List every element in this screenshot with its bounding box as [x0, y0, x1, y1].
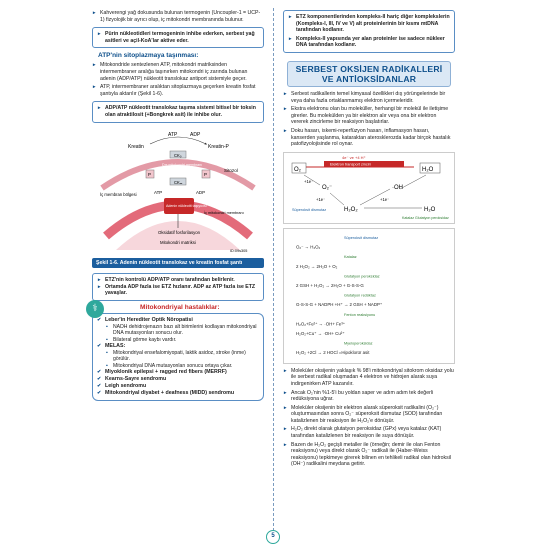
- column-divider: [273, 8, 274, 536]
- right-bullet: ► Serbest radikallerin temel kimyasal özellikleri dış yörüngelerinde bir veya daha fazla ortaklanmamış elektron içermeleridir.: [283, 91, 455, 104]
- ros-pathway-diagram: [284, 153, 454, 223]
- right-bullet: ► Ancak O₂'nin %1-5'i bu yoldan saper ve adım adım tek değerli redüksiyona uğrar.: [283, 390, 455, 403]
- label-adp-bottom: ADP: [196, 189, 206, 195]
- reaction-enzyme-label: Fenton reaksiyonu: [344, 312, 376, 317]
- reaction-equation: O₂⁻ → H₂O₂: [296, 244, 321, 250]
- figure-caption: Şekil 1-6. Adenin nükleotit translokaz ve kreatin fosfat şantı: [92, 258, 264, 268]
- fig2-top: 4e⁻ ve +4 H⁺: [342, 154, 366, 160]
- reaction-equation: 2 GSH + H₂O₂ → 2H₂O + G-S-S-G: [296, 282, 364, 288]
- fig2-etz: Elektron transport zinciri: [330, 162, 371, 167]
- left-bullet: ► ATP, intermembraner aralıktan sitoplazmaya geçerken kreatin fosfat şantıyla aktarılır (Şekil 1-6).: [92, 84, 264, 97]
- label-sitozol: Sitozol: [224, 167, 238, 173]
- reaction-equation: 2 H₂O₂ → 2H₂O + O₂: [296, 263, 338, 269]
- fig2-e1: +1e⁻: [304, 178, 314, 184]
- left-bullet: ► Kahverengi yağ dokusunda bulunan termogenin (Uncoupler-1 = UCP-1) fizyolojik bir ayrıcı olup, iç mitokondri membranında bulunur.: [92, 10, 264, 23]
- reaction-enzyme-label: Glutatyon peroksidaz: [344, 274, 380, 279]
- ros-reactions-diagram: [284, 229, 454, 363]
- reaction-enzyme-label: Süperoksit dismutaz: [344, 235, 379, 240]
- mito-diseases-title: Mitokondriyal hastalıklar:: [140, 303, 220, 311]
- mito-disease-item: ✔ MELAS:: [97, 343, 259, 350]
- inhibition-box-2: [92, 101, 264, 122]
- mito-disease-detail: ▪ Bilateral görme kaybı vardır.: [97, 337, 259, 344]
- label-ck-top: CKₒ: [174, 152, 182, 158]
- right-bullets-2: [283, 368, 455, 468]
- label-atp-bottom: ATP: [154, 189, 163, 195]
- box-bullet: ► ADP/ATP nükleotit translokaz taşıma sistemi bitisel bir toksin olan atraktilosit (+Bongkrek asit) ile inhibe olur.: [97, 105, 259, 118]
- right-column: [283, 10, 455, 468]
- label-figure-id: ID:09s305: [230, 248, 248, 253]
- fig2-sod: Süperoksit dismutaz: [292, 207, 327, 212]
- label-dis-membran: Dış mitokondri membranı: [162, 162, 203, 167]
- fig2-h2o2: H₂O₂: [344, 206, 358, 213]
- box-bullet: ► Kompleks-II yapısında yer alan proteinler ise sadece nükleer DNA tarafından kodlanır.: [288, 36, 450, 49]
- ros-pathway-figure: [283, 152, 455, 224]
- reaction-equation: H₂O₂+Cu⁺ → ·OH+ Cu²⁺: [296, 330, 345, 336]
- ros-reactions-figure: [283, 228, 455, 364]
- fig2-h2o-r: H₂O: [424, 206, 436, 213]
- fig2-o2rad: O₂⁻: [322, 184, 333, 191]
- label-adenin: Adenin nükleotit taşıyıcısı: [166, 203, 207, 208]
- label-ic-mito: İç mitokondri membranı: [204, 210, 244, 215]
- reaction-equation: G-S-S-G + NADPH +H⁺ → 2 GSH + NADP⁺: [296, 301, 383, 307]
- right-bullet: ► Bazen de H₂O₂ geçişli metaller ile (örneğin; demir ile olan Fenton reaksiyonu) veya direkt olarak O₂⁻ radikali ile (Haber-Weiss reaksiyonu) tepkimeye girerek bilinen en tehlikeli radikal olan hidroksil (OH⁻) radikalini meydana getirir.: [283, 442, 455, 468]
- fig2-e2: +1e⁻: [316, 196, 326, 202]
- mito-disease-detail: ▪ Mitokondriyal DNA mutasyonları sonucu ortaya çıkar.: [97, 363, 259, 370]
- section-banner: SERBEST OKSİJEN RADİKALLERİ VE ANTİOKSİDANLAR: [287, 61, 451, 87]
- fig2-o2: O₂: [294, 166, 301, 173]
- inhibition-box: [92, 27, 264, 48]
- label-kreatin: Kreatin: [128, 143, 144, 150]
- right-bullet: ► Moleküler oksijenin yaklaşık % 98'i mitokondriyal sitokrom oksidaz yolu ile serbest radikal oluşmadan 4 elektron ve hidrojen alarak suya indirgenirken ATP kazanılır.: [283, 368, 455, 388]
- section-heading: ATP'nin sitoplazmaya taşınması:: [98, 52, 199, 60]
- label-ic-membran: İç membran bölgesi: [100, 191, 137, 197]
- label-ck-mid: CKₘ: [174, 179, 183, 185]
- right-bullet: ► Doku hasarı, iskemi-reperfüzyon hasarı, inflamasyon hasarı, kanserden yaşlanma, kataraktan aterosklerozda kadar birçok hastalık patofizyolojisinde rol oynar.: [283, 128, 455, 148]
- translocase-figure: [92, 126, 264, 258]
- mito-disease-item: ✔ Kearns-Sayre sendromu: [97, 376, 259, 383]
- mtdna-box: [283, 10, 455, 53]
- mito-disease-item: ✔ Mitokondriyal diyabet + deafness (MIDD) sendromu: [97, 390, 259, 397]
- reaction-enzyme-label: Glutatyon redüktaz: [344, 293, 376, 298]
- etz-control-box: [92, 273, 264, 301]
- label-adp-top: ADP: [190, 131, 201, 138]
- reaction-equation: H₂O₂+Fe²⁺ → ·OH+ Fe³⁺: [296, 321, 346, 327]
- label-p-left: P: [148, 171, 152, 177]
- right-bullet: ► Ekstra elektronu olan bu moleküller, herhangi bir molekül ile iletişime girerler. Bu molekülden ya bir elektron alır veya ona bir elektron vererek zincirleme bir reaksiyon başlatırlar.: [283, 106, 455, 126]
- fig2-h2o-top: H₂O: [422, 166, 434, 173]
- box-bullet: ► ETZ komponentlerinden kompleks-II hariç diğer komplekslerin (Kompleks-I, III, IV ve V) alt proteinlerinin bir kısmı mtDNA tarafından kodlanır.: [288, 14, 450, 34]
- mito-disease-item: ✔ Miyoklonik epilepsi + ragged red fibers (MERRF): [97, 369, 259, 376]
- translocase-diagram: [92, 126, 264, 258]
- label-atp-top: ATP: [168, 131, 178, 138]
- box-bullet: ► Pürin nükleotidleri termogeninin inhibe ederken, serbest yağ asitleri ve açil-KoA'lar aktive eder.: [97, 31, 259, 44]
- label-kreatin-p: Kreatin-P: [208, 143, 229, 150]
- label-p-right: P: [204, 171, 208, 177]
- mito-disease-list: [97, 317, 259, 397]
- fig2-e3: +1e⁻: [380, 196, 390, 202]
- right-bullet: ► H₂O₂ direkt olarak glutatyon peroksidaz (GPx) veya katalaz (KAT) tarafından katalizlenen bir reaksiyon ile suya dönüşür.: [283, 426, 455, 439]
- label-oksidatif: Oksidatif fosforilasyon: [158, 229, 201, 235]
- reaction-equation: H₂O₂ +2Cl → 2 HOCl =Hipoklorür asit: [296, 349, 370, 355]
- left-column: [92, 10, 264, 401]
- right-bullet: ► Moleküler oksijenin bir elektron alarak süperoksit radikalini (O₂⁻) oluşturmasından sonra O₂⁻ süperoksit dismutaz (SOD) tarafından katalizlenen bir reaksiyon ile H₂O₂'e dönüşür.: [283, 405, 455, 425]
- mito-disease-detail: ▪ Mitokondriyal ensefalomiyopati, laktik asidoz, stroke (inme) görülür.: [97, 350, 259, 363]
- mito-disease-item: ✔ Leigh sendromu: [97, 383, 259, 390]
- box-bullet: ► ETZ'nin kontrolü ADP/ATP oranı tarafından belirlenir.: [97, 277, 259, 284]
- reaction-enzyme-label: Myeloperoksidaz: [344, 341, 373, 346]
- fig2-katalaz: Katalaz Glutatyon peroksidaz: [402, 215, 449, 220]
- page-number: 5: [266, 530, 280, 544]
- reaction-enzyme-label: Katalaz: [344, 254, 357, 259]
- mito-disease-detail: ▪ NADH dehidrojenazın bazı alt birimlerini kodlayan mitokondriyal DNA mutasyonları sonucu olur.: [97, 324, 259, 337]
- mito-disease-item: ✔ Leber'in Herediter Optik Nöropatisi: [97, 317, 259, 324]
- fig2-oh: ·OH: [392, 184, 403, 191]
- label-matriks: Mitokondri matriksi: [160, 239, 196, 245]
- left-bullet: ► Mitokondride sentezlenen ATP, mitokondri matriksinden intermembraner aralığa taşınırken mitokondri iç zarında bulunan adenin (ADP/ATP) nükleotit translokaz antiport sistemiyle geçer.: [92, 62, 264, 82]
- dna-icon: ⚕: [86, 300, 104, 318]
- box-bullet: ► Ortamda ADP fazla ise ETZ hızlanır. ADP az ATP fazla ise ETZ yavaşlar.: [97, 284, 259, 297]
